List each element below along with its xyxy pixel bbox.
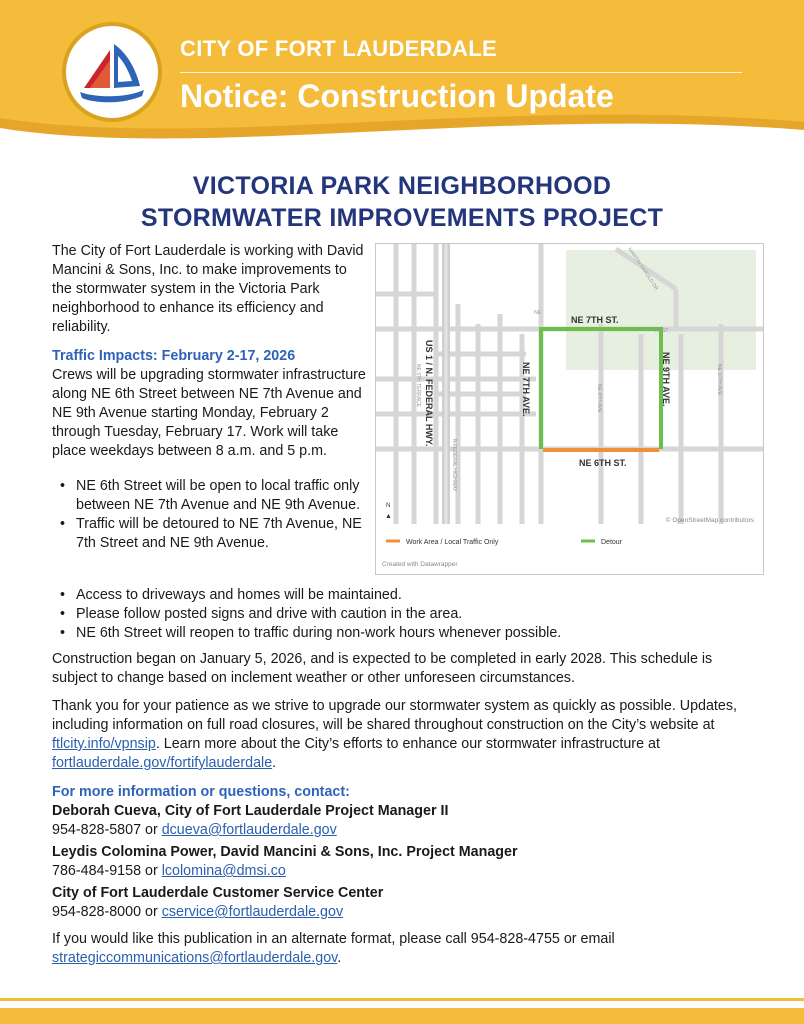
thanks-text-3: .: [272, 755, 277, 771]
contacts-section: [52, 783, 758, 922]
footer-band: [0, 992, 804, 1024]
contact-phone: 786-484-9158 or: [52, 863, 162, 879]
city-logo: [62, 22, 162, 122]
label-ne7st: NE 7TH ST.: [571, 315, 619, 325]
notice-title: Notice: Construction Update: [180, 78, 614, 114]
north-arrow-icon: ▲: [385, 513, 392, 520]
sailboat-logo-icon: [66, 26, 158, 118]
alternate-text: If you would like this publication in an alternate format, please call 954-828-4755 or email: [52, 931, 615, 947]
detour-map: [375, 243, 764, 575]
list-item: • NE 6th Street will reopen to traffic during non-work hours whenever possible.: [52, 624, 752, 643]
thanks-paragraph: [52, 697, 758, 773]
contact-email-link[interactable]: cservice@fortlauderdale.gov: [161, 904, 344, 920]
list-item: • NE 6th Street will be open to local traffic only between NE 7th Avenue and NE 9th Avenue.: [52, 477, 370, 515]
label-ne5terrace: NE 5TH TERRACE: [415, 364, 421, 407]
label-ne6st: NE 6TH ST.: [579, 458, 627, 468]
label-ne9ave: NE 9TH AVE.: [661, 352, 671, 407]
label-th-st: TH ST: [654, 328, 669, 334]
contact-info: [52, 821, 758, 840]
thanks-text-1: Thank you for your patience as we strive to upgrade our stormwater system as quickly as possible. Updates, including information on full road closures, will be shared throughout construction on the City’s website at: [52, 698, 737, 733]
traffic-heading: Traffic Impacts: February 2-17, 2026: [52, 348, 296, 364]
label-ne10ave: NE 10TH AVE: [716, 364, 722, 396]
traffic-paragraph: Crews will be upgrading stormwater infrastructure along NE 6th Street between NE 7th Avenue and NE 9th Avenue starting Monday, February 2 through Tuesday, February 17. Work will take place weekdays between 8 a.m. and 5 p.m.: [52, 367, 366, 459]
contact-info: [52, 903, 758, 922]
project-title-line-2: STORMWATER IMPROVEMENTS PROJECT: [140, 204, 664, 232]
contact-name: City of Fort Lauderdale Customer Service Center: [52, 885, 384, 901]
list-item: • Access to driveways and homes will be maintained.: [52, 586, 752, 605]
intro-paragraph: The City of Fort Lauderdale is working with David Mancini & Sons, Inc. to make improvements to the stormwater system in the Victoria Park neighborhood to enhance its efficiency and reliability.: [52, 243, 364, 335]
list-item: • Please follow posted signs and drive with caution in the area.: [52, 605, 752, 624]
osm-credit: © OpenStreetMap contributors: [665, 517, 754, 524]
contacts-heading: For more information or questions, contact:: [52, 784, 350, 800]
vpnsip-link[interactable]: ftlcity.info/vpnsip: [52, 736, 156, 752]
project-title-line-1: VICTORIA PARK NEIGHBORHOOD: [192, 172, 612, 200]
strategic-comms-link[interactable]: strategiccommunications@fortlauderdale.gov: [52, 950, 338, 966]
traffic-bullets-wide: [52, 586, 752, 643]
traffic-bullets-narrow: [52, 477, 370, 553]
header-divider: [180, 72, 742, 73]
contact-name: Leydis Colomina Power, David Mancini & Sons, Inc. Project Manager: [52, 844, 518, 860]
label-ne7ave: NE 7TH AVE.: [521, 362, 531, 417]
list-item: • Traffic will be detoured to NE 7th Avenue, NE 7th Street and NE 9th Avenue.: [52, 515, 370, 553]
contact-phone: 954-828-5807 or: [52, 822, 162, 838]
legend-detour-label: Detour: [601, 539, 623, 546]
north-label: N: [386, 503, 391, 509]
contact-phone: 954-828-8000 or: [52, 904, 162, 920]
fortify-link[interactable]: fortlauderdale.gov/fortifylauderdale: [52, 755, 273, 771]
schedule-paragraph: Construction began on January 5, 2026, and is expected to be completed in early 2028. This schedule is subject to change based on inclement weather or other unforeseen circumstances.: [52, 651, 713, 686]
traffic-section: [52, 347, 370, 461]
header-banner: [0, 0, 804, 150]
map-graphic: [376, 244, 763, 574]
label-ne8ave: NE 8TH AVE: [596, 384, 602, 413]
contact-email-link[interactable]: dcueva@fortlauderdale.gov: [161, 822, 337, 838]
label-federal-hwy: N FEDERAL HIGHWAY: [451, 439, 457, 492]
contact-name: Deborah Cueva, City of Fort Lauderdale Project Manager II: [52, 803, 449, 819]
legend-work-label: Work Area / Local Traffic Only: [406, 539, 499, 546]
thanks-text-2: . Learn more about the City’s efforts to enhance our stormwater infrastructure at: [155, 736, 660, 752]
city-name: CITY OF FORT LAUDERDALE: [180, 36, 497, 61]
contact-email-link[interactable]: lcolomina@dmsi.co: [161, 863, 286, 879]
label-ne-small: NE: [534, 310, 541, 316]
alternate-end: .: [337, 950, 342, 966]
label-us1: US 1 / N. FEDERAL HWY.: [424, 340, 434, 447]
alternate-format-paragraph: [52, 930, 758, 968]
label-mlk: MARTIN HAROLD DR: [626, 246, 660, 292]
datawrapper-credit: Created with Datawrapper: [382, 561, 458, 568]
contact-info: [52, 862, 758, 881]
